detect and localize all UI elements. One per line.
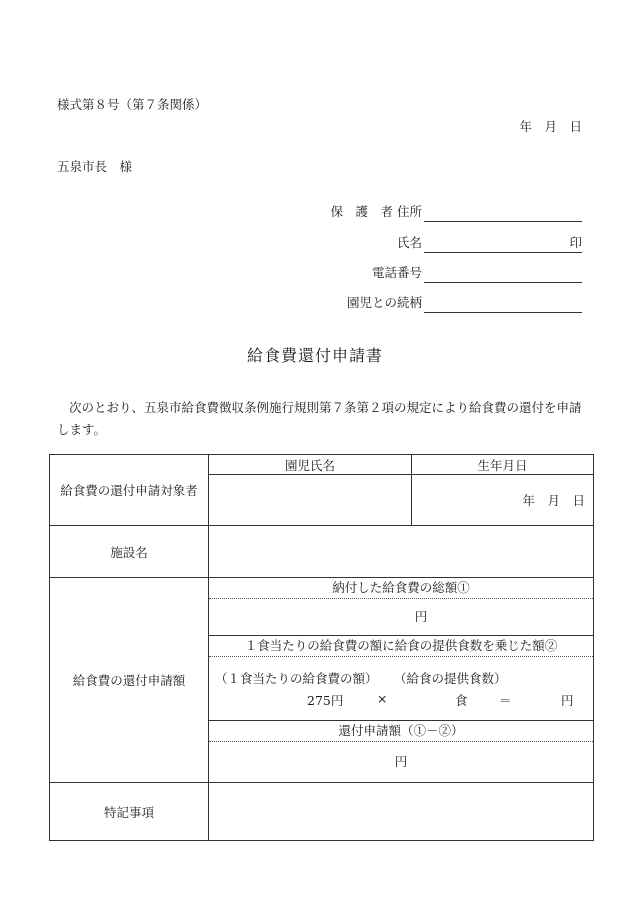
remarks-cell[interactable] [209, 783, 594, 841]
calc-per-meal-label: （１食当たりの給食費の額） [215, 671, 378, 686]
guardian-address-field [290, 202, 582, 222]
guardian-name-line[interactable] [424, 234, 582, 253]
refund-application-table [49, 454, 594, 841]
total-paid-field[interactable] [209, 599, 593, 636]
refund-amount-unit: 円 [394, 754, 408, 769]
total-paid-unit: 円 [414, 609, 428, 624]
calc-times: × [377, 691, 388, 706]
guardian-relation-label: 園児との続柄 [346, 295, 422, 310]
guardian-address-line[interactable] [424, 203, 582, 222]
facility-label: 施設名 [50, 526, 209, 578]
guardian-phone-label: 電話番号 [371, 265, 422, 280]
target-label: 給食費の還付申請対象者 [50, 455, 209, 526]
total-paid-header: 納付した給食費の総額① [209, 578, 593, 599]
seal-mark: 印 [569, 235, 582, 250]
refund-label: 給食費の還付申請額 [50, 578, 209, 783]
child-name-cell[interactable] [209, 475, 412, 526]
child-name-header: 園児氏名 [209, 455, 412, 475]
calc-header: １食当たりの給食費の額に給食の提供食数を乗じた額② [209, 636, 593, 657]
calc-meals-label: （給食の提供食数） [394, 671, 507, 686]
calc-equals: ＝ [499, 693, 512, 708]
refund-calc-cell [209, 578, 594, 783]
guardian-phone-line[interactable] [424, 264, 582, 283]
refund-amount-field[interactable] [209, 742, 593, 782]
addressee: 五泉市長 様 [57, 159, 133, 174]
facility-cell[interactable] [209, 526, 594, 578]
calc-yen: 円 [561, 693, 574, 708]
guardian-name-field [290, 233, 582, 253]
document-title: 給食費還付申請書 [246, 346, 383, 365]
form-number: 様式第８号（第７条関係） [57, 97, 208, 112]
body-text: 次のとおり、五泉市給食費徴収条例施行規則第７条第２項の規定により給食費の還付を申請します。 [57, 400, 582, 437]
guardian-phone-field [290, 263, 582, 283]
birthdate-header: 生年月日 [412, 455, 594, 475]
guardian-relation-field [290, 293, 582, 313]
remarks-label: 特記事項 [50, 783, 209, 841]
guardian-relation-line[interactable] [424, 294, 582, 313]
guardian-address-label: 保 護 者 住所 [330, 204, 422, 219]
calc-meal-unit: 食 [455, 693, 468, 708]
calc-price: 275円 [307, 693, 344, 708]
calc-field[interactable] [209, 657, 593, 721]
submission-date: 年 月 日 [519, 119, 582, 134]
birthdate-value: 年 月 日 [522, 493, 585, 508]
guardian-name-label: 氏名 [396, 235, 422, 250]
refund-amount-header: 還付申請額（①－②） [209, 721, 593, 742]
birthdate-cell[interactable] [412, 475, 594, 526]
